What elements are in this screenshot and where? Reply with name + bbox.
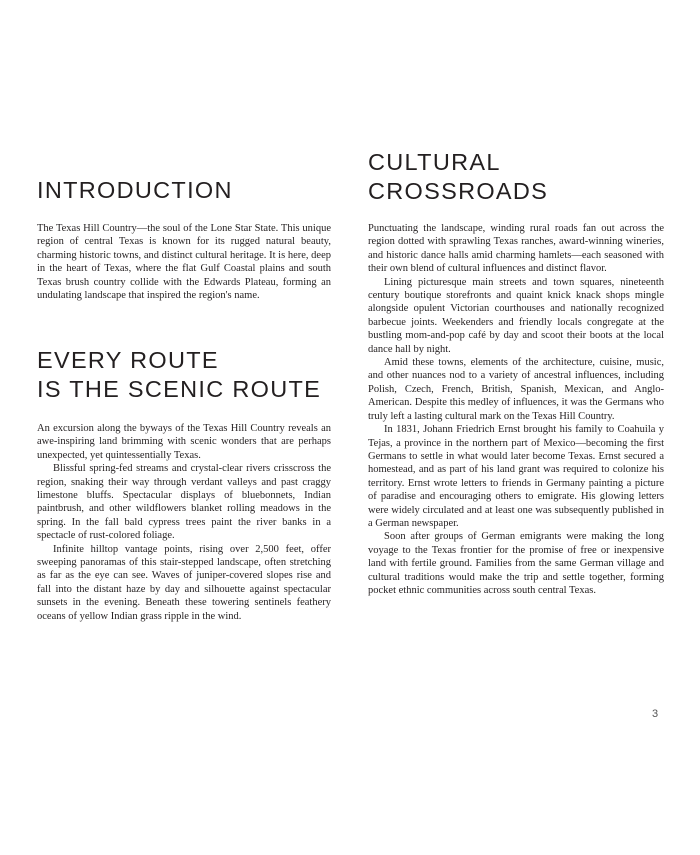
crossroads-paragraph-2: Lining picturesque main streets and town squares, nineteenth century boutique storefronts and quaint knick knack shops mingle alongside opulent Victorian courthouses and nationally recognized barbecue joints. Weekenders and friendly locals congregate at the bustling mom-and-pop café by day and scoot their boots at the local dance hall by night. — [368, 276, 664, 355]
crossroads-heading-line1: CULTURAL — [368, 149, 501, 175]
crossroads-paragraph-1: Punctuating the landscape, winding rural roads fan out across the region dotted with sprawling Texas ranches, award-winning wineries, and historic dance halls amid charming hamlets—each seasoned with their own blend of cultural influences and distinct flavor. — [368, 223, 664, 275]
crossroads-body — [368, 222, 664, 597]
scenic-route-heading-line1: EVERY ROUTE — [37, 347, 219, 373]
scenic-route-paragraph-2: Blissful spring-fed streams and crystal-clear rivers crisscross the region, snaking their way through verdant valleys and past craggy limestone bluffs. Spectacular displays of bluebonnets, Indian paintbrush, and other wildflowers blanket rolling meadows in the spring. In the fall bald cypress trees paint the river banks in a spectacle of rust-colored foliage. — [37, 463, 331, 542]
introduction-paragraph: The Texas Hill Country—the soul of the Lone Star State. This unique region of central Texas is known for its rugged natural beauty, charming historic towns, and distinct cultural heritage. It is here, deep in the heart of Texas, where the flat Gulf Coastal plains and south Texas brush country collide with the Edwards Plateau, forming an undulating landscape that inspired the region's name. — [37, 223, 331, 302]
scenic-route-body — [37, 422, 331, 623]
scenic-route-heading-line2: IS THE SCENIC ROUTE — [37, 376, 322, 402]
page-number: 3 — [652, 708, 659, 720]
scenic-route-paragraph-1: An excursion along the byways of the Texas Hill Country reveals an awe-inspiring land brimming with scenic wonders that are perhaps unexpected, yet quintessentially Texas. — [37, 423, 331, 461]
scenic-route-paragraph-3: Infinite hilltop vantage points, rising over 2,500 feet, offer sweeping panoramas of this stair-stepped landscape, often stretching as far as the eye can see. Waves of juniper-covered slopes rise and fall into the distant haze by day and silhouette against spectacular sunsets in the evening. Beneath these towering sentinels feathery oceans of yellow Indian grass ripple in the wind. — [37, 543, 331, 622]
crossroads-heading-line2: CROSSROADS — [368, 178, 549, 204]
introduction-heading: INTRODUCTION — [37, 177, 233, 203]
crossroads-paragraph-3: Amid these towns, elements of the architecture, cuisine, music, and other nuances nod to a variety of ancestral influences, including Polish, Czech, French, British, Spanish, Mexican, and Anglo-American. Despite this medley of influences, it was the Germans who truly left a lasting cultural mark on the Texas Hill Country. — [368, 357, 664, 422]
introduction-body — [37, 222, 331, 302]
crossroads-paragraph-5: Soon after groups of German emigrants were making the long voyage to the Texas frontier for the promise of free or inexpensive land with fertile ground. Families from the same German village and cultural traditions would make the trip and settle together, forming pocket ethnic communities across south central Texas. — [368, 531, 664, 596]
crossroads-paragraph-4: In 1831, Johann Friedrich Ernst brought his family to Coahuila y Tejas, a province in the northern part of Mexico—becoming the first Germans to settle in what would later become Texas. Ernst secured a homestead, and as part of his land grant was required to colonize his territory. Ernst wrote letters to friends in Germany painting a picture of paradise and encouraging others to emigrate. His glowing letters were widely circulated and at least one was subsequently published in a German newspaper. — [368, 424, 664, 529]
